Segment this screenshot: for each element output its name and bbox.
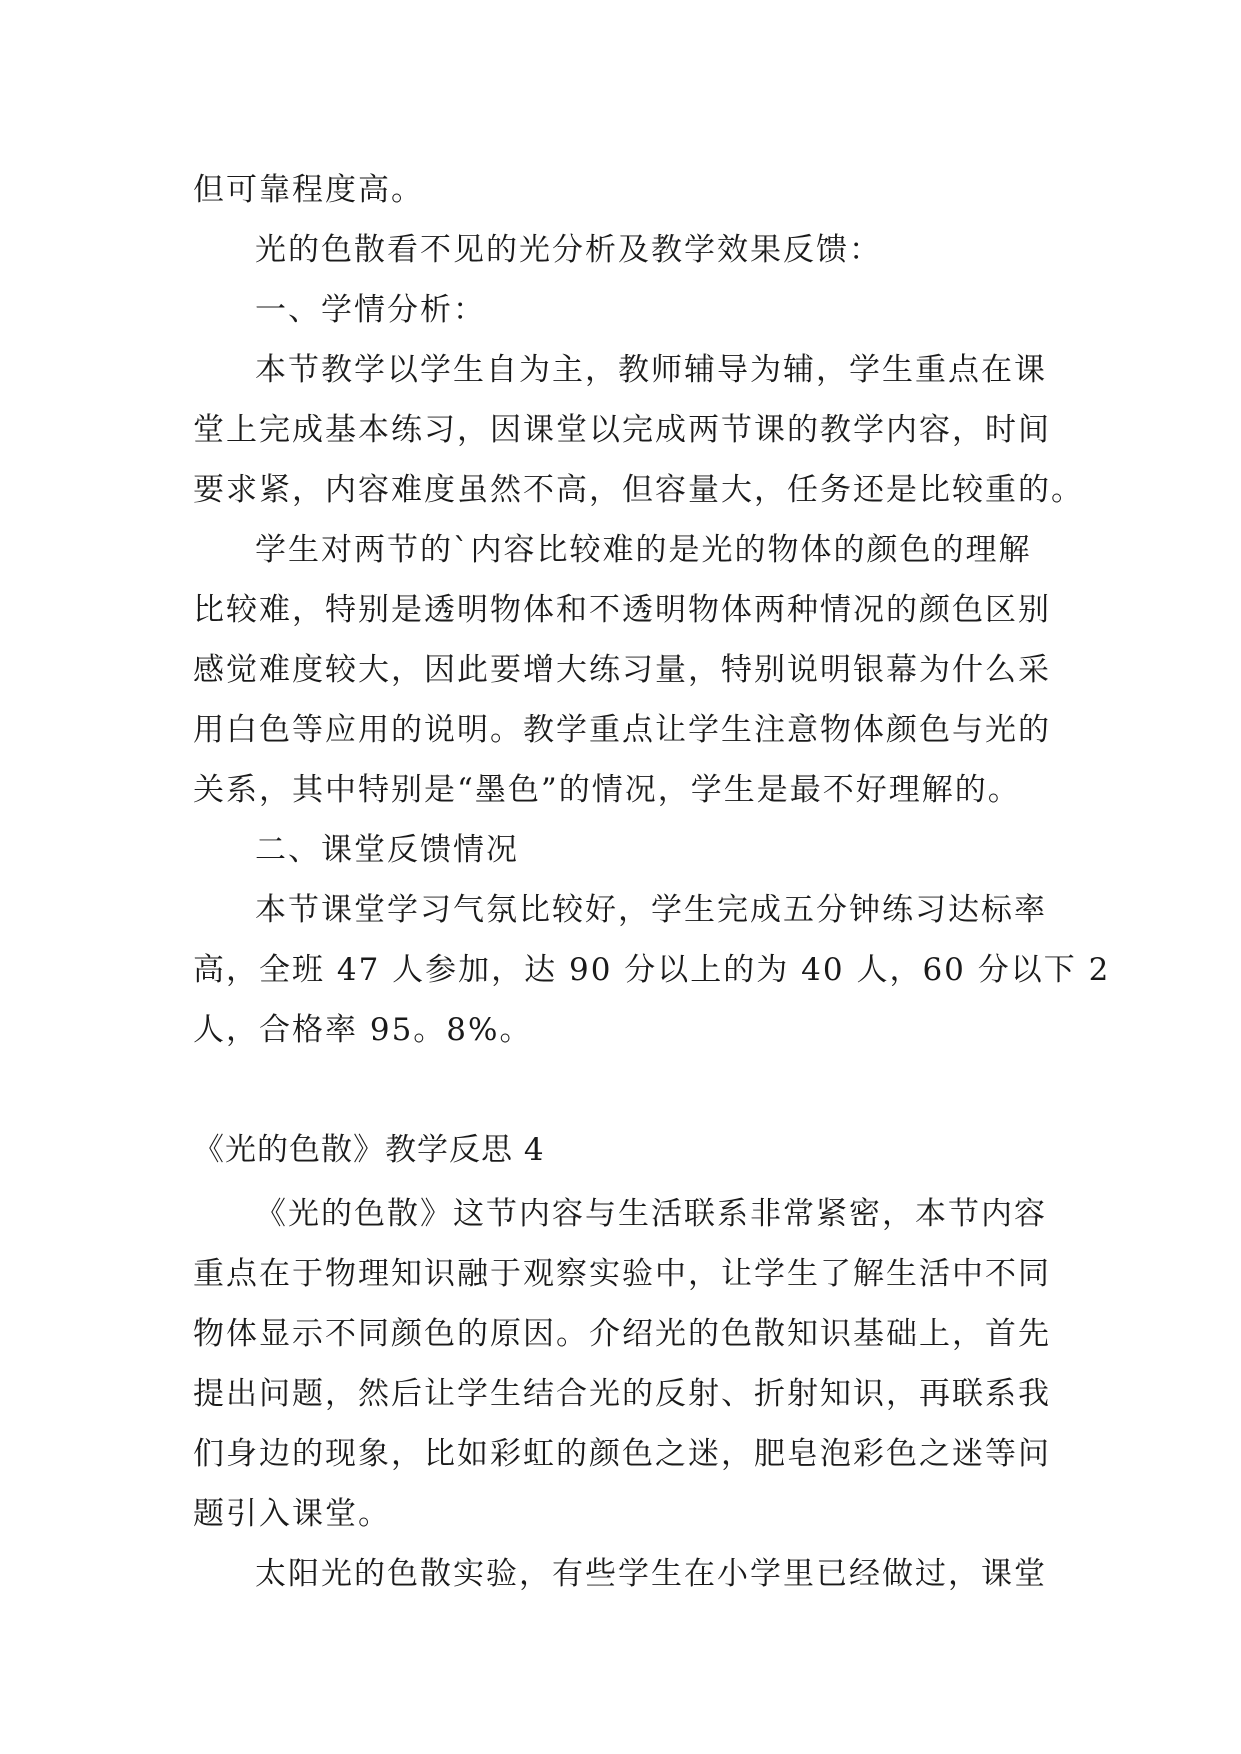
paragraph-line: 用白色等应用的说明。教学重点让学生注意物体颜色与光的 xyxy=(193,712,1051,748)
subheading-student-analysis: 一、学情分析： xyxy=(255,292,486,328)
paragraph-line: 感觉难度较大，因此要增大练习量，特别说明银幕为什么采 xyxy=(193,652,1051,688)
paragraph-line: 提出问题，然后让学生结合光的反射、折射知识，再联系我 xyxy=(193,1376,1051,1412)
paragraph-line: 们身边的现象，比如彩虹的颜色之迷，肥皂泡彩色之迷等问 xyxy=(193,1436,1051,1472)
subheading-class-feedback: 二、课堂反馈情况 xyxy=(255,832,519,868)
paragraph-line: 题引入课堂。 xyxy=(193,1496,391,1532)
paragraph-line: 堂上完成基本练习，因课堂以完成两节课的教学内容，时间 xyxy=(193,412,1051,448)
section-reflection xyxy=(193,1184,1053,1604)
paragraph-line: 本节课堂学习气氛比较好，学生完成五分钟练习达标率 xyxy=(255,892,1047,928)
paragraph-line: 关系，其中特别是“墨色”的情况，学生是最不好理解的。 xyxy=(193,772,1021,808)
paragraph-heading: 光的色散看不见的光分析及教学效果反馈： xyxy=(255,232,882,268)
paragraph-line: 比较难，特别是透明物体和不透明物体两种情况的颜色区别 xyxy=(193,592,1051,628)
paragraph-line: 高，全班 47 人参加，达 90 分以上的为 40 人，60 分以下 2 xyxy=(193,952,1111,988)
paragraph-line: 重点在于物理知识融于观察实验中，让学生了解生活中不同 xyxy=(193,1256,1051,1292)
paragraph-line: 物体显示不同颜色的原因。介绍光的色散知识基础上，首先 xyxy=(193,1316,1051,1352)
paragraph-line: 但可靠程度高。 xyxy=(193,172,424,208)
paragraph-line: 太阳光的色散实验，有些学生在小学里已经做过，课堂 xyxy=(255,1556,1047,1592)
paragraph-line: 人，合格率 95。8%。 xyxy=(193,1012,533,1048)
section-teaching-analysis xyxy=(193,160,1111,1060)
section-title: 《光的色散》教学反思 4 xyxy=(193,1132,545,1168)
paragraph-line: 学生对两节的`内容比较难的是光的物体的颜色的理解 xyxy=(255,532,1032,568)
paragraph-line: 本节教学以学生自为主，教师辅导为辅，学生重点在课 xyxy=(255,352,1047,388)
paragraph-line: 《光的色散》这节内容与生活联系非常紧密，本节内容 xyxy=(255,1196,1047,1232)
paragraph-line: 要求紧，内容难度虽然不高，但容量大，任务还是比较重的。 xyxy=(193,472,1084,508)
